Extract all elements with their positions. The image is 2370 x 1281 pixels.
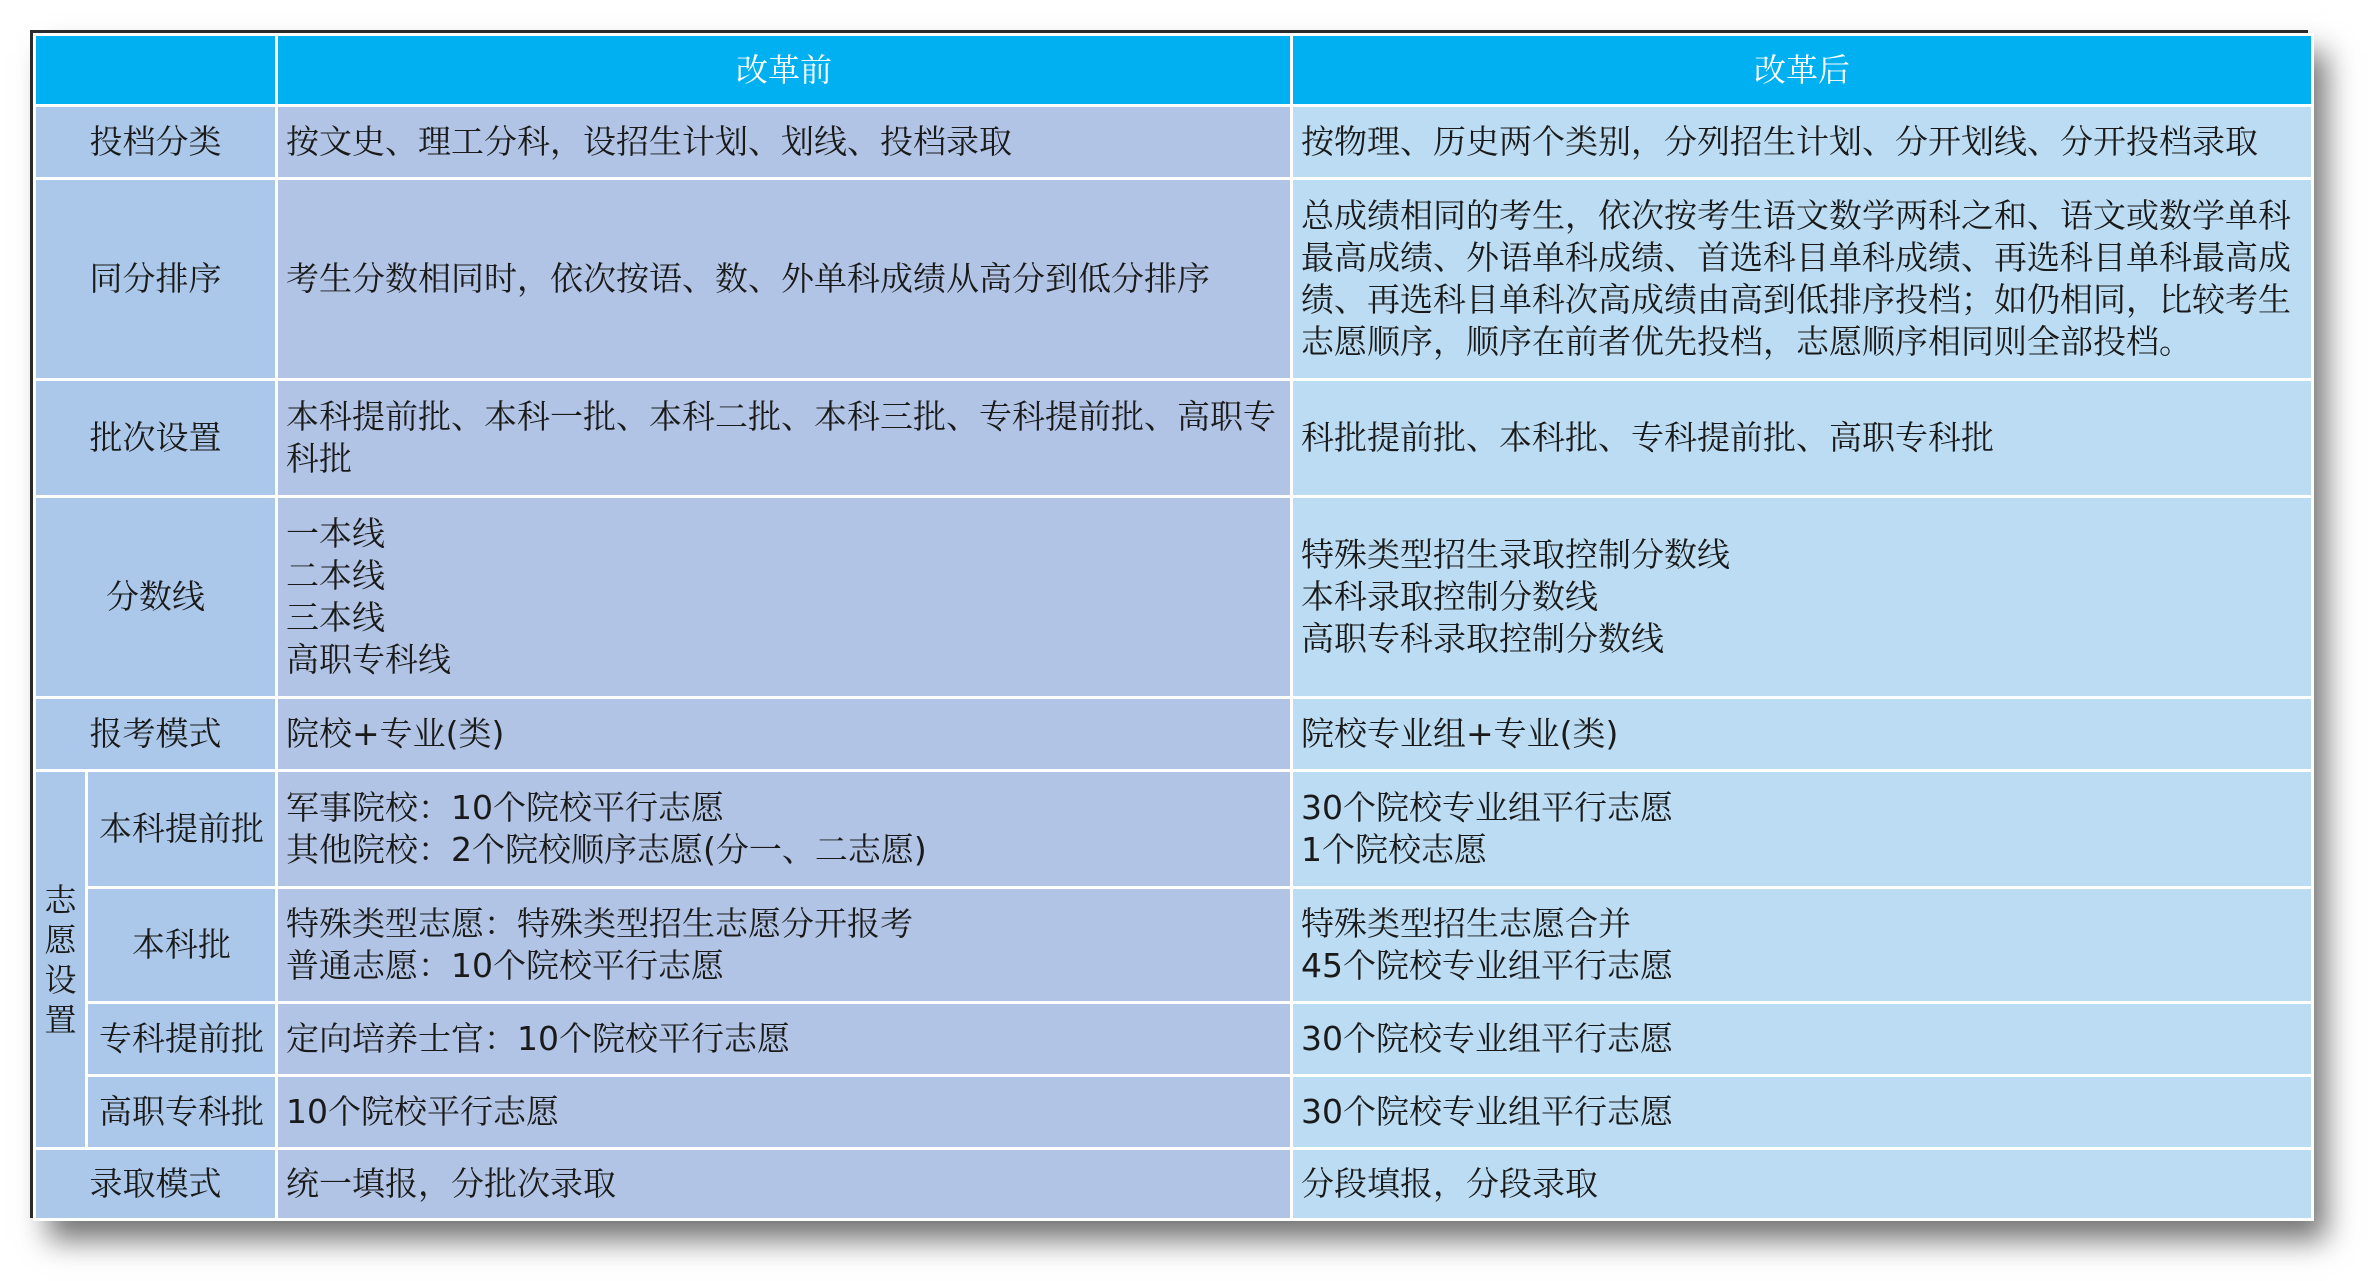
text-line: 二本线 xyxy=(286,556,385,595)
after-cell-bkp xyxy=(1292,888,2313,1003)
table-row xyxy=(35,1003,2313,1076)
text-line: 其他院校：2个院校顺序志愿(分一、二志愿) xyxy=(286,830,927,869)
text-line: 30个院校专业组平行志愿 xyxy=(1301,1092,1673,1131)
after-cell-bktqp xyxy=(1292,771,2313,888)
group-label-text: 志愿设置 xyxy=(44,880,77,1039)
table-row xyxy=(35,1076,2313,1149)
text-line: 高职专科录取控制分数线 xyxy=(1301,619,1664,658)
reform-comparison-table xyxy=(33,33,2314,1221)
row-label-tfpx: 同分排序 xyxy=(35,179,277,380)
table-row xyxy=(35,888,2313,1003)
text-line: 30个院校专业组平行志愿 xyxy=(1301,788,1673,827)
before-cell-bktqp xyxy=(277,771,1292,888)
row-label-pcsz: 批次设置 xyxy=(35,380,277,497)
table-row xyxy=(35,1149,2313,1220)
before-cell-pcsz: 本科提前批、本科一批、本科二批、本科三批、专科提前批、高职专科批 xyxy=(277,380,1292,497)
after-cell-fsx xyxy=(1292,497,2313,698)
text-line: 30个院校专业组平行志愿 xyxy=(1301,1019,1673,1058)
text-line: 10个院校平行志愿 xyxy=(286,1092,559,1131)
header-before: 改革前 xyxy=(277,35,1292,106)
after-cell-tdfl: 按物理、历史两个类别，分列招生计划、分开划线、分开投档录取 xyxy=(1292,106,2313,179)
after-cell-gzzkp xyxy=(1292,1076,2313,1149)
text-line: 1个院校志愿 xyxy=(1301,830,1487,869)
text-line: 普通志愿：10个院校平行志愿 xyxy=(286,946,724,985)
text-line: 特殊类型志愿：特殊类型招生志愿分开报考 xyxy=(286,904,913,943)
table-row xyxy=(35,771,2313,888)
after-cell-bkms: 院校专业组+专业(类) xyxy=(1292,698,2313,771)
text-line: 本科录取控制分数线 xyxy=(1301,577,1598,616)
table-row xyxy=(35,179,2313,380)
text-line: 三本线 xyxy=(286,598,385,637)
before-cell-zktqp xyxy=(277,1003,1292,1076)
table-row xyxy=(35,106,2313,179)
text-line: 特殊类型招生志愿合并 xyxy=(1301,904,1631,943)
text-line: 军事院校：10个院校平行志愿 xyxy=(286,788,724,827)
sub-label-zktqp: 专科提前批 xyxy=(87,1003,277,1076)
text-line: 高职专科线 xyxy=(286,640,451,679)
after-cell-lqms: 分段填报，分段录取 xyxy=(1292,1149,2313,1220)
row-label-fsx: 分数线 xyxy=(35,497,277,698)
table-row xyxy=(35,497,2313,698)
row-label-lqms: 录取模式 xyxy=(35,1149,277,1220)
text-line: 定向培养士官：10个院校平行志愿 xyxy=(286,1019,790,1058)
before-cell-lqms: 统一填报，分批次录取 xyxy=(277,1149,1292,1220)
before-cell-tdfl: 按文史、理工分科，设招生计划、划线、投档录取 xyxy=(277,106,1292,179)
before-cell-gzzkp xyxy=(277,1076,1292,1149)
header-row xyxy=(35,35,2313,106)
before-cell-fsx xyxy=(277,497,1292,698)
before-cell-tfpx: 考生分数相同时，依次按语、数、外单科成绩从高分到低分排序 xyxy=(277,179,1292,380)
after-cell-pcsz: 科批提前批、本科批、专科提前批、高职专科批 xyxy=(1292,380,2313,497)
group-label-zysz xyxy=(35,771,87,1149)
before-cell-bkp xyxy=(277,888,1292,1003)
sub-label-bktqp: 本科提前批 xyxy=(87,771,277,888)
after-cell-zktqp xyxy=(1292,1003,2313,1076)
header-after: 改革后 xyxy=(1292,35,2313,106)
after-cell-tfpx: 总成绩相同的考生，依次按考生语文数学两科之和、语文或数学单科最高成绩、外语单科成绩、首选科目单科成绩、再选科目单科最高成绩、再选科目单科次高成绩由高到低排序投档；如仍相同，比较考生志愿顺序，顺序在前者优先投档，志愿顺序相同则全部投档。 xyxy=(1292,179,2313,380)
text-line: 一本线 xyxy=(286,514,385,553)
sub-label-bkp: 本科批 xyxy=(87,888,277,1003)
before-cell-bkms: 院校+专业(类) xyxy=(277,698,1292,771)
table-row xyxy=(35,698,2313,771)
row-label-tdfl: 投档分类 xyxy=(35,106,277,179)
sub-label-gzzkp: 高职专科批 xyxy=(87,1076,277,1149)
header-corner xyxy=(35,35,277,106)
table-row xyxy=(35,380,2313,497)
text-line: 特殊类型招生录取控制分数线 xyxy=(1301,535,1730,574)
text-line: 45个院校专业组平行志愿 xyxy=(1301,946,1673,985)
comparison-table-frame xyxy=(30,30,2308,1218)
row-label-bkms: 报考模式 xyxy=(35,698,277,771)
